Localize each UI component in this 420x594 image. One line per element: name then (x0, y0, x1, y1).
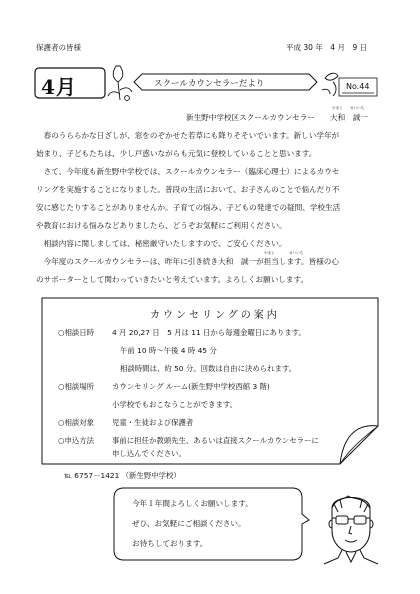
counselor-portrait (318, 486, 384, 572)
paragraph-4-line-1: 今年度のスクールカウンセラーは、昨年に引き続き大和 誠一が担当します。皆様の心 (36, 257, 339, 266)
paragraph-4-line-2: のサポーターとして関わっていきたいと考えています。よろしくお願いします。 (36, 275, 309, 284)
info-text-place: カウンセリング ルーム(新生野中学校西館 3 階) (112, 382, 270, 391)
newsletter-title: スクールカウンセラーだより (154, 79, 265, 89)
paragraph-2-line-3: 安に感じたりすることがありませんか。子育ての悩み、子どもの発達での疑問、学校生活 (36, 203, 341, 212)
info-text-target: 児童・生徒および保護者 (112, 418, 194, 427)
counselor-organization: 新生野中学校区スクールカウンセラー (186, 113, 315, 122)
info-text-date: 4 月 20,27 日 5 月は 11 日から毎週金曜日にあります。 (112, 328, 306, 337)
info-label-apply: ○申込方法 (58, 436, 95, 445)
month-label: 4月 (41, 75, 77, 99)
info-text-apply: 事前に担任か教頭先生、あるいは直接スクールカウンセラーに (112, 436, 319, 445)
speech-line-1: 今年１年間よろしくお願いします。 (132, 499, 253, 508)
paragraph-1-line-2: 始まり、子どもたちは、少し戸惑いながらも元気に登校していることと思います。 (36, 149, 317, 158)
info-text-place-note: 小学校でもおこなうことができます。 (112, 400, 238, 409)
paragraph-4-furigana-family: やまと (264, 251, 275, 255)
contact-phone: ℡ 6757－1421 （新生野中学校） (64, 471, 181, 480)
paragraph-3-line-1: 相談内容に関しましては、秘密厳守いたしますので、ご安心ください。 (36, 239, 287, 248)
paragraph-2-line-4: や教育における悩みなどありましたら、どうぞお気軽にご利用ください。 (36, 221, 287, 230)
counselor-name-furigana-given: せいいち (350, 106, 365, 110)
counseling-info-box (40, 296, 380, 466)
info-text-duration: 相談時間は、約 50 分。回数は自由に決められます。 (120, 364, 297, 373)
title-banner (34, 60, 379, 106)
tulip-decoration-icon (108, 66, 132, 100)
paragraph-4-furigana-given: せいいち (289, 251, 304, 255)
info-text-hours: 午前 10 時〜午後 4 時 45 分 (120, 346, 217, 355)
paragraph-2-line-1: さて、今年度も新生野中学校では、スクールカウンセラー（臨床心理士）によるカウセ (36, 167, 340, 176)
info-text-apply-2: 申し込んでください。 (112, 449, 186, 458)
info-label-place: ○相談場所 (58, 382, 95, 391)
paragraph-2-line-2: リングを実施することになりました。普段の生活において、お子さんのことで悩んだり不 (36, 185, 340, 194)
counselor-name-furigana-family: やまと (332, 106, 343, 110)
speech-bubble (110, 484, 310, 564)
counselor-face-icon (318, 486, 384, 572)
info-box-title: カウンセリングの案内 (150, 310, 280, 321)
speech-line-3: お待ちしております。 (132, 539, 208, 548)
speech-line-2: ぜひ、お気軽にご相談ください。 (132, 519, 246, 528)
leaf-decoration-icon (322, 73, 338, 96)
info-label-target: ○相談対象 (58, 418, 95, 427)
recipient: 保護者の皆様 (36, 43, 81, 52)
counselor-name: 大和 誠一 (330, 113, 368, 122)
info-label-date: ○相談日時 (58, 328, 95, 337)
issue-date: 平成 30 年 4 月 9 日 (286, 43, 368, 52)
paragraph-1-line-1: 春のうららかな日ざしが、窓をのぞかせた若草にも降りそそいでいます。新しい学年が (36, 131, 340, 140)
issue-number: No.44 (346, 82, 370, 91)
